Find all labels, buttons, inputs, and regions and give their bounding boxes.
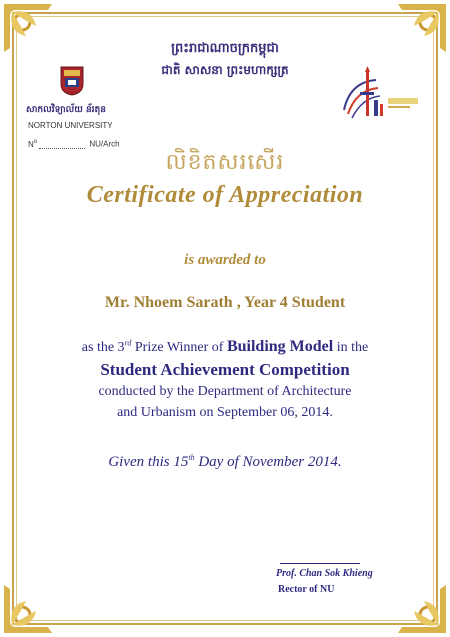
corner-ornament-icon — [396, 583, 448, 635]
prize-line — [0, 338, 450, 356]
certificate-title: Certificate of Appreciation — [86, 182, 364, 208]
prize-line-prefix: as the 3 — [81, 340, 125, 355]
reference-suffix: NU/Arch — [89, 139, 120, 149]
signatory-name: Prof. Chan Sok Khieng — [276, 568, 373, 579]
university-name-khmer: សាកលវិទ្យាល័យ ន័រតុន — [26, 105, 106, 115]
conducted-by-line: conducted by the Department of Architecture — [98, 384, 352, 399]
prize-category: Building Model — [226, 338, 334, 355]
certificate-title-khmer: លិខិតសរសើរ — [165, 150, 285, 175]
conducted-date-line: and Urbanism on September 06, 2014. — [117, 405, 333, 420]
issue-date-suffix: Day of November 2014. — [194, 454, 342, 470]
recipient-name: Mr. Nhoem Sarath , Year 4 Student — [104, 294, 346, 311]
awarded-to-text: is awarded to — [184, 252, 266, 268]
reference-number: $N^o$ NU/Arch — [28, 139, 120, 149]
signatory-title: Rector of NU — [278, 584, 335, 595]
university-crest-icon — [60, 66, 84, 96]
prize-line-suffix: in the — [333, 340, 369, 355]
kingdom-title: ព្រះរាជាណាចក្រកម្ពុជា — [171, 41, 279, 56]
university-name-english: NORTON UNIVERSITY — [28, 121, 113, 130]
corner-ornament-icon — [2, 583, 54, 635]
kingdom-motto: ជាតិ សាសនា ព្រះមហាក្សត្រ — [161, 63, 289, 77]
reference-prefix: N — [28, 139, 34, 149]
prize-line-middle: Prize Winner of — [131, 340, 227, 355]
issue-date-ordinal: th — [188, 453, 195, 462]
issue-date-line — [0, 453, 450, 471]
prize-ordinal-suffix: rd — [124, 338, 132, 348]
signature-line — [280, 563, 360, 564]
issue-date-prefix: Given this 15 — [108, 454, 189, 470]
competition-name: Student Achievement Competition — [100, 360, 350, 379]
department-logo-icon — [340, 64, 424, 132]
